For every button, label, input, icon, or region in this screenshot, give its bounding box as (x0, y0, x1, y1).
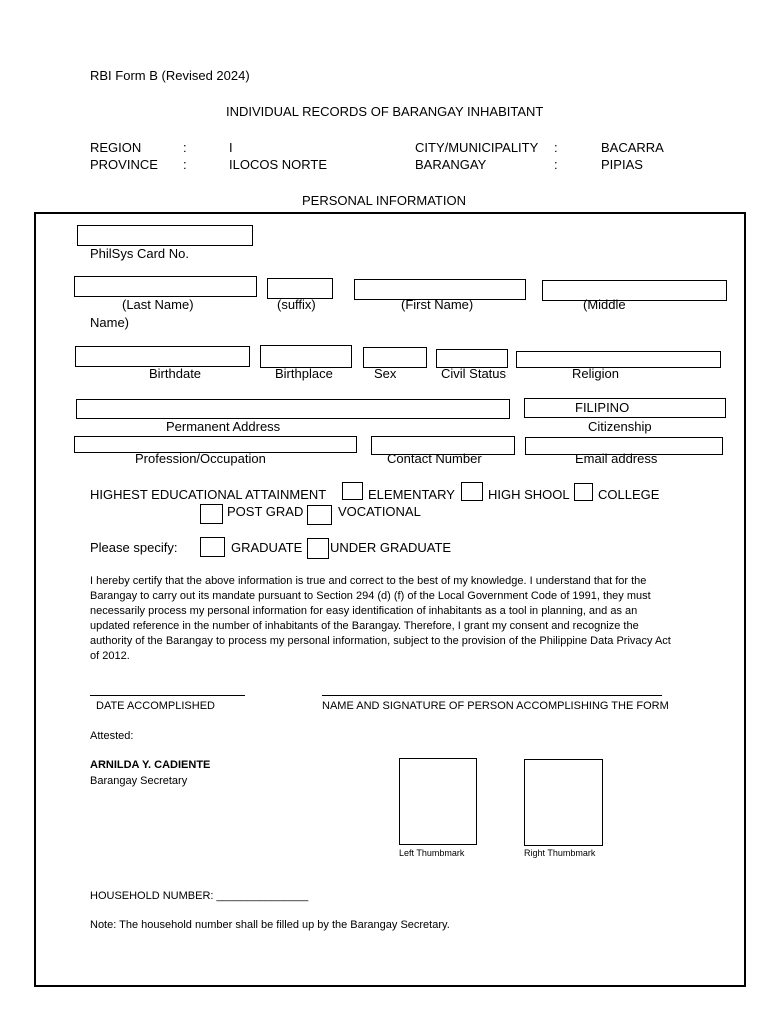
city-label: CITY/MUNICIPALITY (415, 140, 539, 155)
sex-field[interactable] (363, 347, 427, 368)
birthplace-label: Birthplace (275, 366, 333, 381)
region-value: I (229, 140, 233, 155)
post-grad-checkbox[interactable] (200, 504, 223, 524)
last-name-field[interactable] (74, 276, 257, 297)
graduate-label: GRADUATE (231, 540, 303, 555)
permanent-address-field[interactable] (76, 399, 510, 419)
citizenship-value: FILIPINO (575, 400, 630, 415)
middle-name-field[interactable] (542, 280, 727, 301)
city-colon: : (554, 140, 558, 155)
last-name-label: (Last Name) (122, 297, 194, 312)
certification-text: I hereby certify that the above information is true and correct to the best of my knowledge. I understand that for the Barangay to carry out its mandate pursuant to Section 294 (d) (f) of the Local Government Code of 1991, they must necessarily process my personal information for easy identification of inhabitants as a tool in planning, and as an updated reference in the number of inhabitants of the Barangay. Therefore, I grant my consent and recognize the authority of the Barangay to process my personal information, subject to the provision of the Philippine Data Privacy Act of 2012. (90, 575, 671, 662)
barangay-colon: : (554, 157, 558, 172)
left-thumbmark-label: Left Thumbmark (399, 848, 465, 858)
middle-name-label: (Middle (583, 297, 626, 312)
elementary-checkbox[interactable] (342, 482, 363, 500)
civil-status-label: Civil Status (441, 366, 507, 381)
date-accomplished-label: DATE ACCOMPLISHED (96, 700, 215, 712)
suffix-label: (suffix) (277, 297, 316, 312)
city-value: BACARRA (601, 140, 664, 155)
name-signature-label: NAME AND SIGNATURE OF PERSON ACCOMPLISHING THE FORM (322, 700, 669, 712)
specify-label: Please specify: (90, 540, 178, 555)
signature-line (322, 695, 662, 696)
birthplace-field[interactable] (260, 345, 352, 368)
birthdate-field[interactable] (75, 346, 250, 367)
high-school-label: HIGH SHOOL (488, 487, 570, 502)
elementary-label: ELEMENTARY (368, 487, 455, 502)
college-label: COLLEGE (598, 487, 660, 502)
post-grad-label: POST GRAD (227, 504, 304, 519)
form-code: RBI Form B (Revised 2024) (90, 68, 250, 83)
suffix-field[interactable] (267, 278, 333, 299)
permanent-address-label: Permanent Address (166, 419, 281, 434)
sex-label: Sex (374, 366, 397, 381)
region-colon: : (183, 140, 187, 155)
college-checkbox[interactable] (574, 483, 593, 501)
high-school-checkbox[interactable] (461, 482, 483, 501)
household-number: HOUSEHOLD NUMBER: _______________ (90, 890, 309, 902)
profession-label: Profession/Occupation (135, 451, 266, 466)
education-label: HIGHEST EDUCATIONAL ATTAINMENT (90, 487, 327, 502)
first-name-label: (First Name) (401, 297, 474, 312)
vocational-label: VOCATIONAL (338, 504, 421, 519)
footer-note: Note: The household number shall be filled up by the Barangay Secretary. (90, 919, 450, 931)
form-title: INDIVIDUAL RECORDS OF BARANGAY INHABITANT (226, 104, 544, 119)
barangay-value: PIPIAS (601, 157, 643, 172)
philsys-label: PhilSys Card No. (90, 246, 189, 261)
left-thumbmark-box[interactable] (399, 758, 477, 845)
right-thumbmark-label: Right Thumbmark (524, 848, 596, 858)
philsys-field[interactable] (77, 225, 253, 246)
secretary-name: ARNILDA Y. CADIENTE (90, 759, 211, 771)
date-line (90, 695, 245, 696)
attested-label: Attested: (90, 730, 134, 742)
citizenship-label: Citizenship (588, 419, 652, 434)
vocational-checkbox[interactable] (307, 505, 332, 525)
email-label: Email address (575, 451, 658, 466)
contact-number-label: Contact Number (387, 451, 482, 466)
right-thumbmark-box[interactable] (524, 759, 603, 846)
secretary-title: Barangay Secretary (90, 775, 188, 787)
barangay-label: BARANGAY (415, 157, 487, 172)
under-graduate-label: UNDER GRADUATE (330, 540, 452, 555)
province-colon: : (183, 157, 187, 172)
region-label: REGION (90, 140, 142, 155)
religion-label: Religion (572, 366, 619, 381)
middle-name-label-cont: Name) (90, 315, 130, 330)
birthdate-label: Birthdate (149, 366, 202, 381)
province-value: ILOCOS NORTE (229, 157, 328, 172)
province-label: PROVINCE (90, 157, 158, 172)
graduate-checkbox[interactable] (200, 537, 225, 557)
under-graduate-checkbox[interactable] (307, 538, 329, 559)
section-title: PERSONAL INFORMATION (302, 193, 466, 208)
